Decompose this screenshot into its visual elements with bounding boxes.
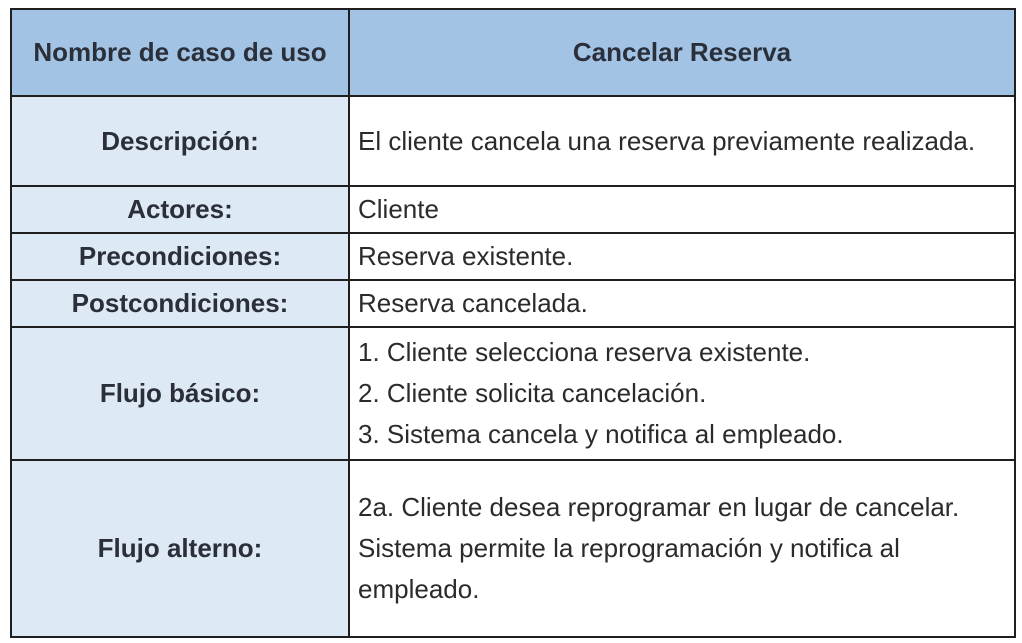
header-label: Nombre de caso de uso — [11, 9, 349, 96]
table-row-descripcion — [11, 96, 1015, 186]
flujo-basico-value — [349, 327, 1015, 460]
flujo-alterno-line: 2a. Cliente desea reprogramar en lugar de cancelar. — [358, 492, 960, 522]
precondiciones-label: Precondiciones: — [11, 233, 349, 280]
flujo-basico-step: 3. Sistema cancela y notifica al empleado. — [358, 419, 844, 449]
flujo-alterno-label: Flujo alterno: — [11, 460, 349, 637]
table-row-flujo-alterno — [11, 460, 1015, 637]
table-row-flujo-basico — [11, 327, 1015, 460]
use-case-table — [10, 8, 1016, 638]
actores-label: Actores: — [11, 186, 349, 233]
postcondiciones-label: Postcondiciones: — [11, 280, 349, 327]
table-row-actores — [11, 186, 1015, 233]
flujo-basico-step: 2. Cliente solicita cancelación. — [358, 378, 707, 408]
flujo-alterno-line: Sistema permite la reprogramación y notifica al empleado. — [358, 533, 900, 604]
flujo-basico-label: Flujo básico: — [11, 327, 349, 460]
table-row-postcondiciones — [11, 280, 1015, 327]
precondiciones-value: Reserva existente. — [349, 233, 1015, 280]
header-row — [11, 9, 1015, 96]
table-row-precondiciones — [11, 233, 1015, 280]
descripcion-label: Descripción: — [11, 96, 349, 186]
flujo-basico-step: 1. Cliente selecciona reserva existente. — [358, 337, 811, 367]
postcondiciones-value: Reserva cancelada. — [349, 280, 1015, 327]
flujo-alterno-value — [349, 460, 1015, 637]
use-case-name: Cancelar Reserva — [349, 9, 1015, 96]
descripcion-value: El cliente cancela una reserva previamente realizada. — [349, 96, 1015, 186]
actores-value: Cliente — [349, 186, 1015, 233]
